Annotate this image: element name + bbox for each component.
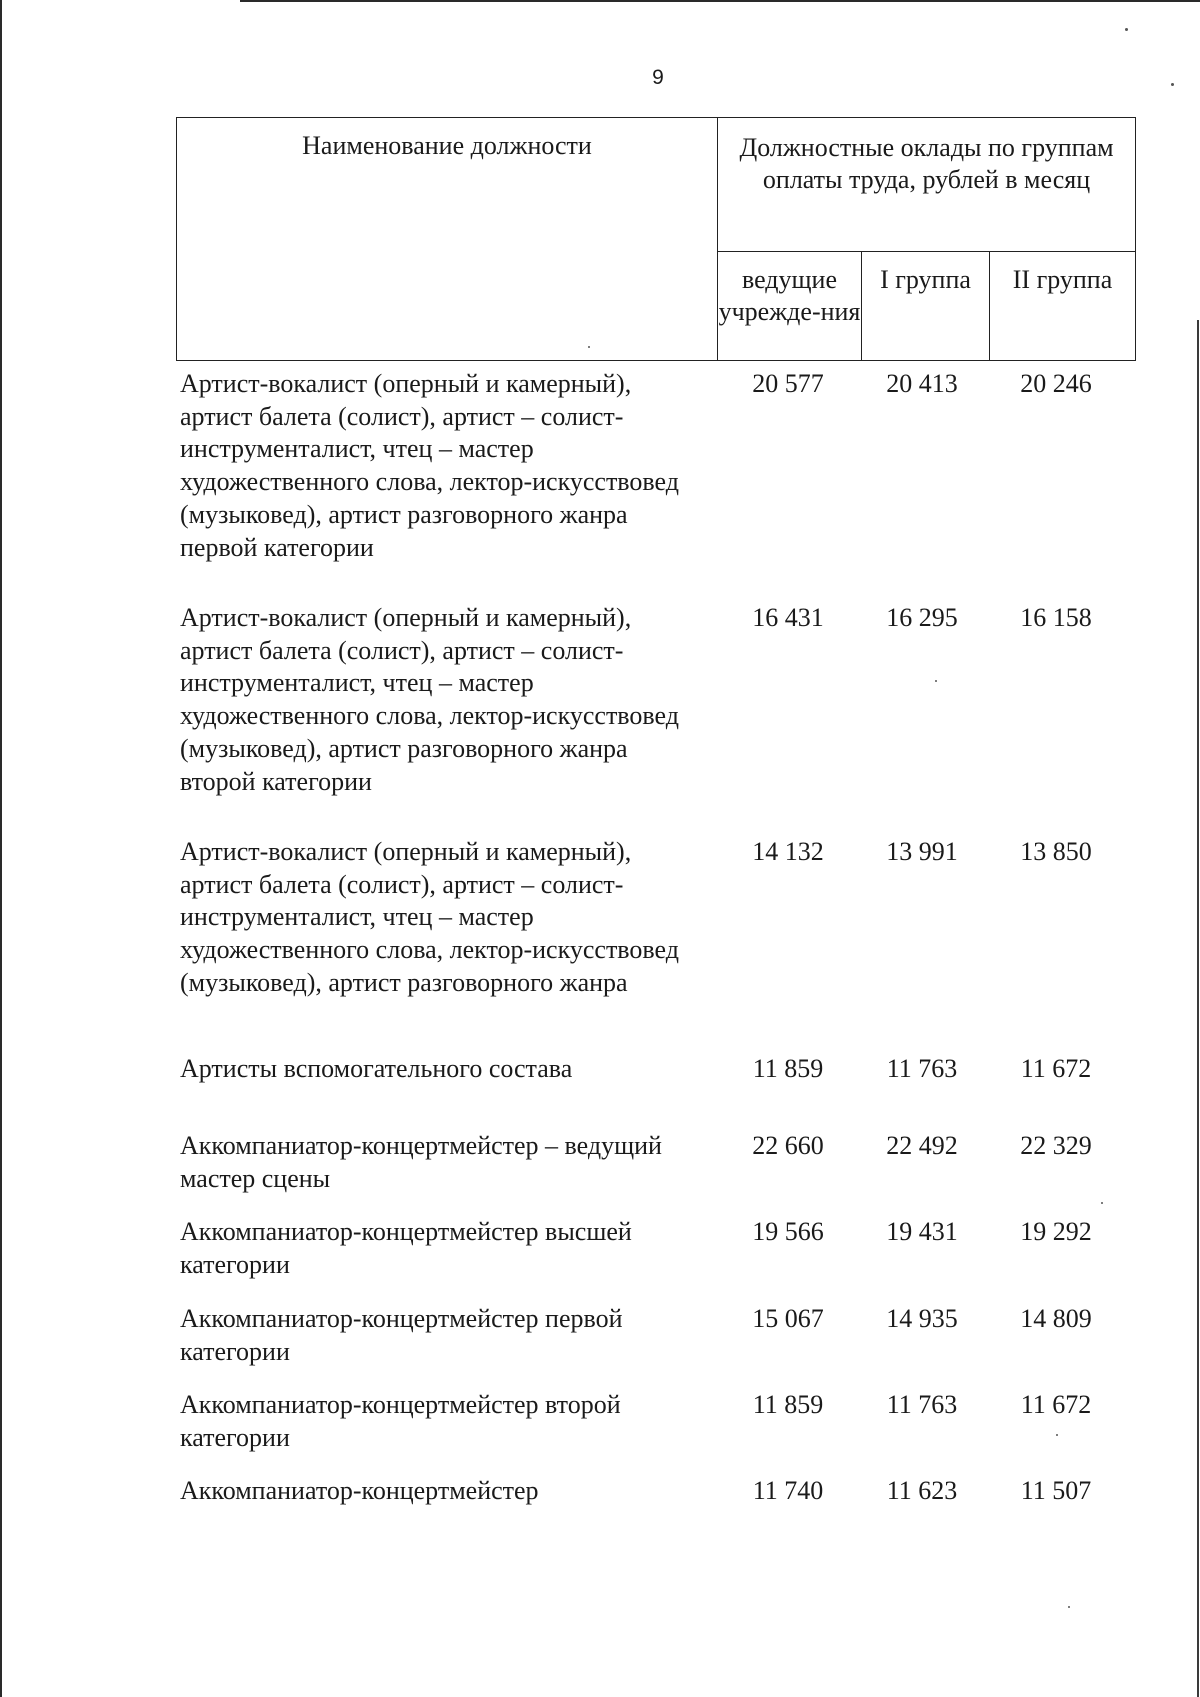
salary-group-2: 22 329 bbox=[1020, 1131, 1092, 1160]
position-name: Артист-вокалист (оперный и камерный), артист балета (солист), артист – солист-инструменталист, чтец – мастер художественного слова, лектор-искусствовед (музыковед), артист разговорного жанра первой категории bbox=[180, 369, 679, 562]
salary-group-1: 16 295 bbox=[886, 603, 958, 632]
salary-group-2: 14 809 bbox=[1020, 1304, 1092, 1333]
position-name: Аккомпаниатор-концертмейстер первой категории bbox=[180, 1304, 623, 1366]
leading-institutions-header: ведущие учрежде-ния bbox=[718, 252, 862, 361]
position-name: Артисты вспомогательного состава bbox=[180, 1054, 573, 1083]
scan-left-edge bbox=[0, 0, 2, 1697]
salary-leading: 22 660 bbox=[752, 1131, 824, 1160]
salary-leading: 16 431 bbox=[752, 603, 824, 632]
salary-group-2: 11 672 bbox=[1020, 1390, 1092, 1419]
salary-table-header bbox=[176, 117, 1136, 361]
salary-group-1: 19 431 bbox=[886, 1217, 958, 1246]
salary-group-1: 22 492 bbox=[886, 1131, 958, 1160]
position-name: Аккомпаниатор-концертмейстер bbox=[180, 1476, 539, 1505]
salary-group-2: 11 672 bbox=[1020, 1054, 1092, 1083]
position-column-header: Наименование должности bbox=[177, 118, 718, 361]
position-name: Аккомпаниатор-концертмейстер высшей категории bbox=[180, 1217, 632, 1279]
salary-group-2: 11 507 bbox=[1020, 1476, 1092, 1505]
position-name: Артист-вокалист (оперный и камерный), артист балета (солист), артист – солист-инструменталист, чтец – мастер художественного слова, лектор-искусствовед (музыковед), артист разговорного жанра второй категории bbox=[180, 603, 679, 796]
salary-group-1: 11 623 bbox=[886, 1476, 958, 1505]
salary-group-1: 13 991 bbox=[886, 837, 958, 866]
position-name: Аккомпаниатор-концертмейстер – ведущий мастер сцены bbox=[180, 1131, 662, 1193]
group-2-header: II группа bbox=[990, 252, 1136, 361]
scan-speck bbox=[588, 346, 590, 348]
salary-leading: 11 740 bbox=[752, 1476, 824, 1505]
salary-group-2: 16 158 bbox=[1020, 603, 1092, 632]
salary-group-1: 11 763 bbox=[886, 1054, 958, 1083]
salary-leading: 11 859 bbox=[752, 1054, 824, 1083]
salary-group-2: 20 246 bbox=[1020, 369, 1092, 398]
salary-group-1: 20 413 bbox=[886, 369, 958, 398]
scan-speck bbox=[1068, 1606, 1070, 1608]
scan-speck bbox=[1125, 28, 1128, 31]
scan-top-edge bbox=[240, 0, 1200, 2]
scan-right-edge bbox=[1197, 320, 1199, 1697]
scan-speck bbox=[1171, 83, 1174, 86]
salary-group-2: 19 292 bbox=[1020, 1217, 1092, 1246]
salary-group-1: 14 935 bbox=[886, 1304, 958, 1333]
salary-group-header: Должностные оклады по группам оплаты труда, рублей в месяц bbox=[718, 118, 1136, 252]
salary-group-1: 11 763 bbox=[886, 1390, 958, 1419]
position-name: Артист-вокалист (оперный и камерный), артист балета (солист), артист – солист-инструменталист, чтец – мастер художественного слова, лектор-искусствовед (музыковед), артист разговорного жанра bbox=[180, 837, 679, 997]
position-name: Аккомпаниатор-концертмейстер второй категории bbox=[180, 1390, 621, 1452]
page-number: 9 bbox=[652, 66, 664, 89]
salary-leading: 19 566 bbox=[752, 1217, 824, 1246]
salary-leading: 15 067 bbox=[752, 1304, 824, 1333]
scan-speck bbox=[935, 680, 937, 682]
salary-leading: 20 577 bbox=[752, 369, 824, 398]
scan-speck bbox=[1101, 1202, 1103, 1204]
salary-group-2: 13 850 bbox=[1020, 837, 1092, 866]
salary-leading: 14 132 bbox=[752, 837, 824, 866]
group-1-header: I группа bbox=[862, 252, 990, 361]
scan-speck bbox=[1056, 1434, 1058, 1436]
salary-leading: 11 859 bbox=[752, 1390, 824, 1419]
